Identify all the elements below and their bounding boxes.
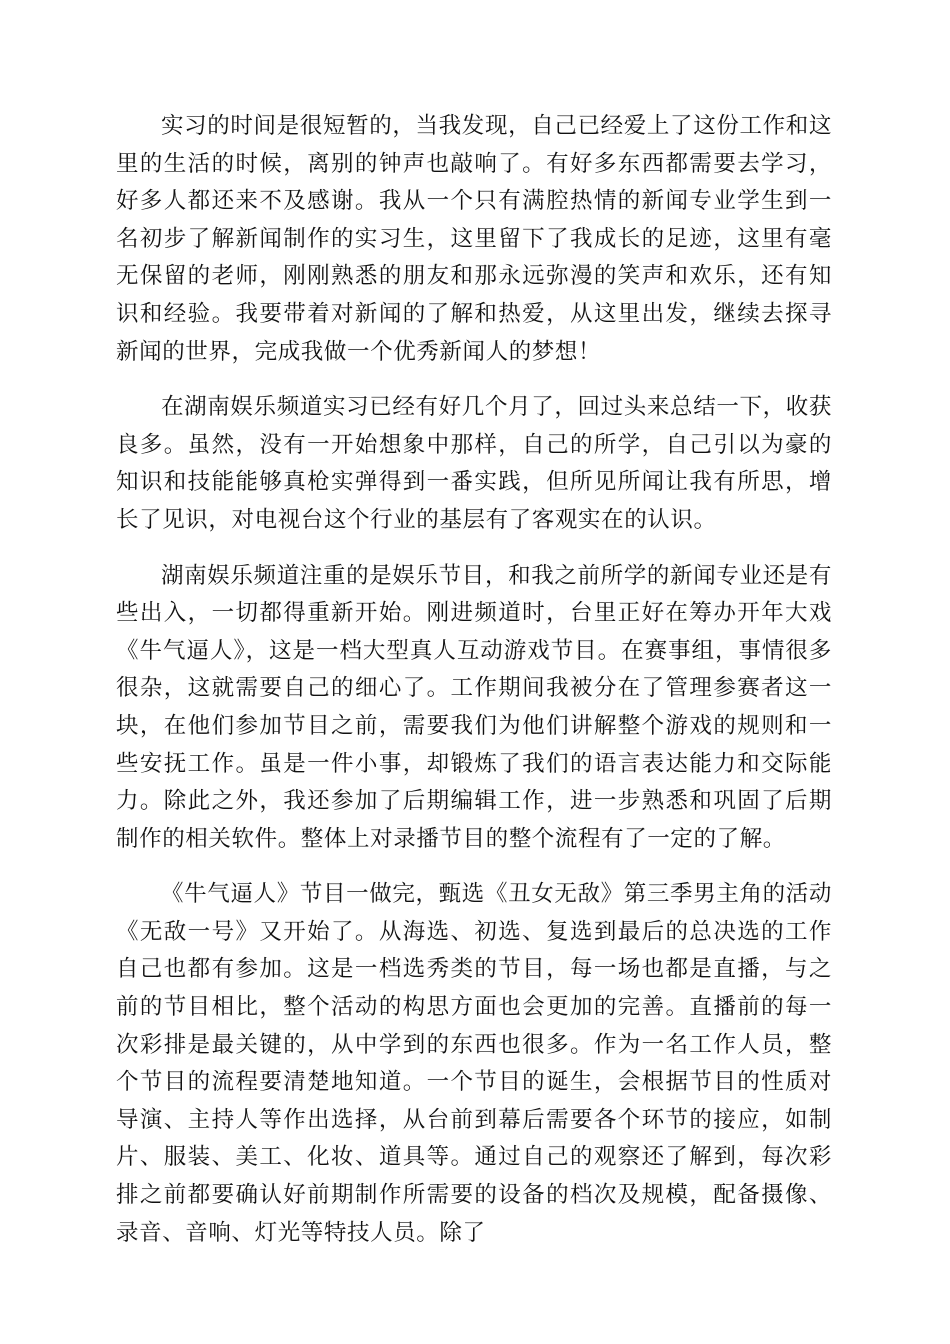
document-body <box>116 108 832 1252</box>
paragraph-3: 湖南娱乐频道注重的是娱乐节目，和我之前所学的新闻专业还是有些出入，一切都得重新开始。刚进频道时，台里正好在筹办开年大戏《牛气逼人》，这是一档大型真人互动游戏节目。在赛事组，事情很多很杂，这就需要自己的细心了。工作期间我被分在了管理参赛者这一块，在他们参加节目之前，需要我们为他们讲解整个游戏的规则和一些安抚工作。虽是一件小事，却锻炼了我们的语言表达能力和交际能力。除此之外，我还参加了后期编辑工作，进一步熟悉和巩固了后期制作的相关软件。整体上对录播节目的整个流程有了一定的了解。 <box>116 562 832 852</box>
paragraph-4: 《牛气逼人》节目一做完，甄选《丑女无敌》第三季男主角的活动《无敌一号》又开始了。从海选、初选、复选到最后的总决选的工作自己也都有参加。这是一档选秀类的节目，每一场也都是直播，与之前的节目相比，整个活动的构思方面也会更加的完善。直播前的每一次彩排是最关键的，从中学到的东西也很多。作为一名工作人员，整个节目的流程要清楚地知道。一个节目的诞生，会根据节目的性质对导演、主持人等作出选择，从台前到幕后需要各个环节的接应，如制片、服装、美工、化妆、道具等。通过自己的观察还了解到，每次彩排之前都要确认好前期制作所需要的设备的档次及规模，配备摄像、录音、音响、灯光等特技人员。除了 <box>116 881 832 1246</box>
paragraph-2: 在湖南娱乐频道实习已经有好几个月了，回过头来总结一下，收获良多。虽然，没有一开始想象中那样，自己的所学，自己引以为豪的知识和技能能够真枪实弹得到一番实践，但所见所闻让我有所思，增长了见识，对电视台这个行业的基层有了客观实在的认识。 <box>116 394 832 533</box>
paragraph-1: 实习的时间是很短暂的，当我发现，自己已经爱上了这份工作和这里的生活的时候，离别的钟声也敲响了。有好多东西都需要去学习，好多人都还来不及感谢。我从一个只有满腔热情的新闻专业学生到一名初步了解新闻制作的实习生，这里留下了我成长的足迹，这里有毫无保留的老师，刚刚熟悉的朋友和那永远弥漫的笑声和欢乐，还有知识和经验。我要带着对新闻的了解和热爱，从这里出发，继续去探寻新闻的世界，完成我做一个优秀新闻人的梦想！ <box>116 113 832 365</box>
